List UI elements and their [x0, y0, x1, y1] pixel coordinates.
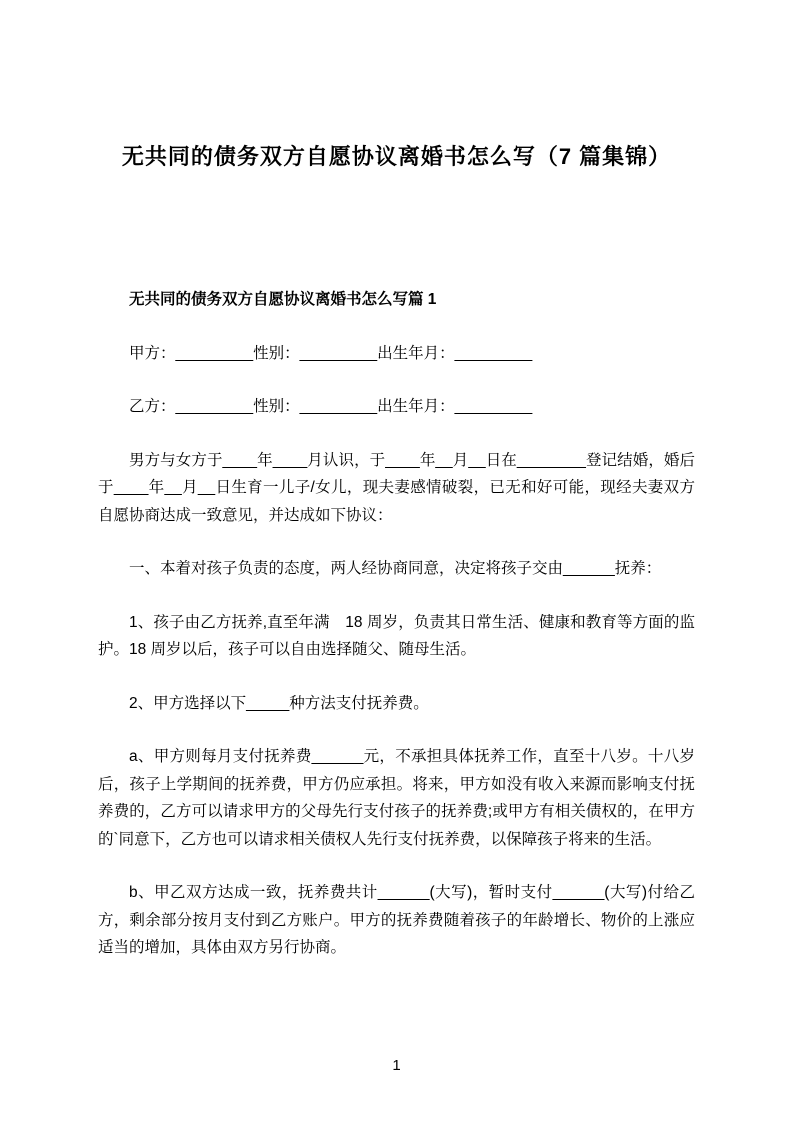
paragraph-clause-1-2: 2、甲方选择以下_____种方法支付抚养费。 — [129, 694, 429, 712]
paragraph-clause-a: a、甲方则每月支付抚养费______元，不承担具体抚养工作，直至十八岁。十八岁后，孩子上学期间的抚养费，甲方仍应承担。将来，甲方如没有收入来源而影响支付抚养费的，乙方可以请求甲方的父母先行支付孩子的抚养费;或甲方有相关债权的，在甲方的`同意下，乙方也可以请求相关债权人先行支付抚养费，以保障孩子将来的生活。 — [98, 748, 695, 848]
paragraph-party-a: 甲方：_________性别：_________出生年月：_________ — [129, 344, 533, 362]
document-title: 无共同的债务双方自愿协议离婚书怎么写（7 篇集锦） — [121, 144, 672, 169]
section-heading: 无共同的债务双方自愿协议离婚书怎么写篇 1 — [129, 291, 437, 308]
paragraph-clause-b: b、甲乙双方达成一致，抚养费共计______(大写)，暂时支付______(大写)付给乙方，剩余部分按月支付到乙方账户。甲方的抚养费随着孩子的年龄增长、物价的上涨应适当的增加，具体由双方另行协商。 — [98, 884, 695, 956]
paragraph-clause-1: 一、本着对孩子负责的态度，两人经协商同意，决定将孩子交由______抚养： — [129, 560, 662, 577]
paragraph-party-b: 乙方：_________性别：_________出生年月：_________ — [129, 398, 533, 415]
paragraph-clause-1-1: 1、孩子由乙方抚养,直至年满 18 周岁，负责其日常生活、健康和教育等方面的监护。18 周岁以后，孩子可以自由选择随父、随母生活。 — [98, 613, 695, 658]
page-number: 1 — [392, 1057, 401, 1074]
paragraph-intro: 男方与女方于____年____月认识，于____年__月__日在________登记结婚，婚后于____年__月__日生育一儿子/女儿，现夫妻感情破裂，已无和好可能，现经夫妻双方自愿协商达成一致意见，并达成如下协议： — [98, 451, 695, 524]
